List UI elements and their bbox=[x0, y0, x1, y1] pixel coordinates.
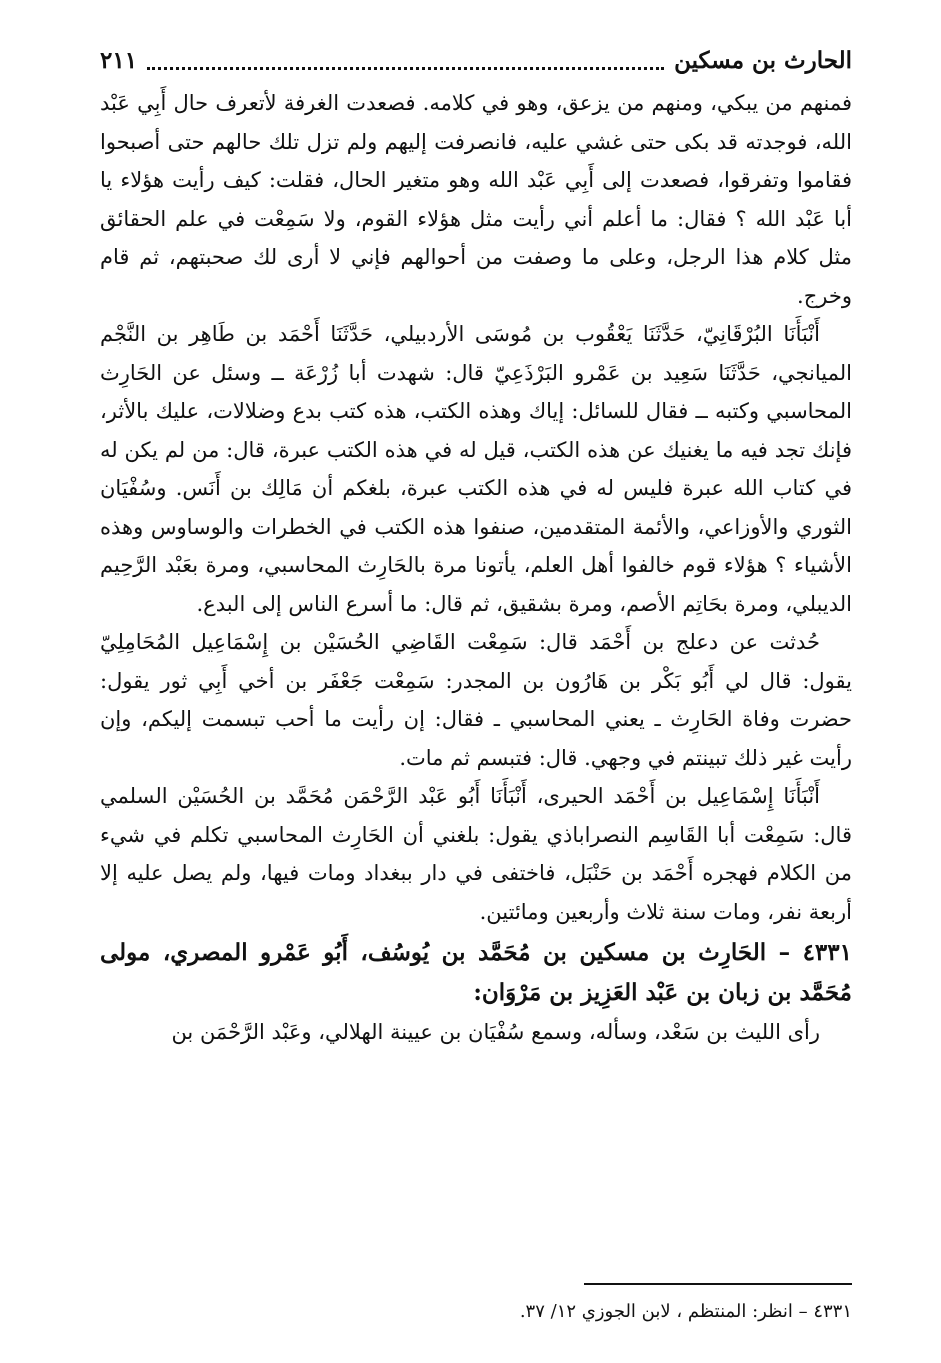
footnote: ٤٣٣١ – انظر: المنتظم ، لابن الجوزي ١٢/ ٣٧. bbox=[519, 1301, 852, 1322]
paragraph: حُدثت عن دعلج بن أَحْمَد قال: سَمِعْت القَاضِي الحُسَيْن بن إِسْمَاعِيل المُحَامِلِيّ يقول: قال لي أَبُو بَكْر بن هَارُون بن المجدر: سَمِعْت جَعْفَر بن أخي أَبِي ثور يقول: حضرت وفاة الحَارِث ـ يعني المحاسبي ـ فقال: إن رأيت ما أحب تبسمت إليكم، وإن رأيت غير ذلك تبينتم في وجهي. قال: فتبسم ثم مات. bbox=[100, 630, 853, 770]
footnote-separator bbox=[584, 1283, 852, 1285]
header-dot-leader bbox=[147, 67, 664, 70]
page-header bbox=[100, 42, 852, 78]
paragraph: أَنْبَأَنَا البُرْقَانِيّ، حَدَّثَنَا يَعْقُوب بن مُوسَى الأردبيلي، حَدَّثَنَا أَحْمَد بن طَاهِر بن النَّجْم الميانجي، حَدَّثَنَا سَعِيد بن عَمْرو البَرْذَعِيّ قال: شهدت أبا زُرْعَة ــ وسئل عن الحَارِث المحاسبي وكتبه ــ فقال للسائل: إياك وهذه الكتب، هذه كتب بدع وضلالات، عليك بالأثر، فإنك تجد فيه ما يغنيك عن هذه الكتب، قيل له في هذه الكتب عبرة، قال: من لم يكن له في كتاب الله عبرة فليس له في هذه الكتب عبرة، بلغكم أن مَالِك بن أَنَس. وسُفْيَان الثوري والأوزاعي، والأئمة المتقدمين، صنفوا هذه الكتب في الخطرات والوساوس وهذه الأشياء ؟ هؤلاء قوم خالفوا أهل العلم، يأتونا مرة بالحَارِث المحاسبي، ومرة بعَبْد الرَّحِيم الديبلي، ومرة بحَاتِم الأصم، ومرة بشقيق، ثم قال: ما أسرع الناس إلى البدع. bbox=[100, 322, 852, 616]
paragraph: أَنْبَأَنَا إِسْمَاعِيل بن أَحْمَد الحيرى، أَنْبَأَنَا أَبُو عَبْد الرَّحْمَن مُحَمَّد بن الحُسَيْن السلمي قال: سَمِعْت أبا القَاسِم النصراباذي يقول: بلغني أن الحَارِث المحاسبي تكلم في شيء من الكلام فهجره أَحْمَد بن حَنْبَل، فاختفى في دار ببغداد ومات فيها، ولم يصل عليه إلا أربعة نفر، ومات سنة ثلاث وأربعين ومائتين. bbox=[100, 784, 852, 924]
running-title: الحارث بن مسكين bbox=[674, 46, 852, 74]
biography-heading: ٤٣٣١ – الحَارِث بن مسكين بن مُحَمَّد بن يُوسُف، أَبُو عَمْرو المصري، مولى مُحَمَّد بن زبان بن عَبْد العَزِيز بن مَرْوَان: bbox=[100, 939, 852, 1006]
paragraph: رأى الليث بن سَعْد، وسأله، وسمع سُفْيَان بن عيينة الهلالي، وعَبْد الرَّحْمَن بن bbox=[171, 1020, 820, 1044]
page-body bbox=[100, 84, 852, 1052]
paragraph: فمنهم من يبكي، ومنهم من يزعق، وهو في كلامه. فصعدت الغرفة لأتعرف حال أَبِي عَبْد الله، فوجدته قد بكى حتى غشي عليه، فانصرفت إليهم ولم تزل تلك حالهم حتى أصبحوا فقاموا وتفرقوا، فصعدت إلى أَبِي عَبْد الله وهو متغير الحال، فقلت: كيف رأيت هؤلاء يا أبا عَبْد الله ؟ فقال: ما أعلم أني رأيت مثل هؤلاء القوم، ولا سَمِعْت في علم الحقائق مثل كلام هذا الرجل، وعلى ما وصفت من أحوالهم فإني لا أرى لك صحبتهم، ثم قام وخرج. bbox=[100, 91, 852, 308]
page-number: ٢١١ bbox=[100, 46, 138, 74]
